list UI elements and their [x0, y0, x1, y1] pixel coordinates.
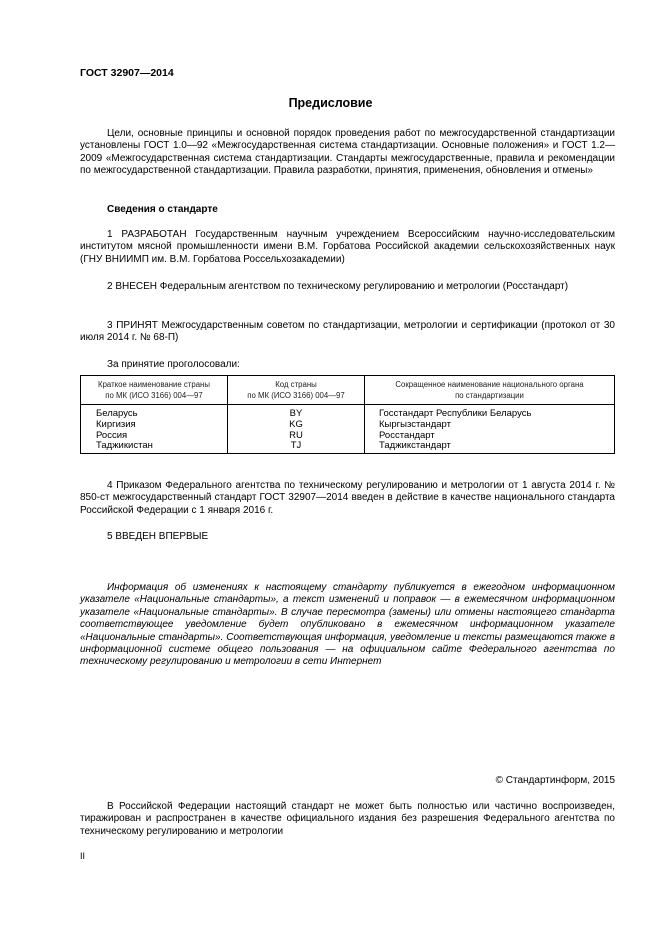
table-header-row [81, 376, 615, 405]
page-number: II [80, 851, 86, 861]
page-title: Предисловие [288, 96, 373, 110]
item-3-paragraph: 3 ПРИНЯТ Межгосударственным советом по стандартизации, метрологии и сертификации (протокол от 30 июля 2014 г. № 68-П) [80, 320, 615, 344]
national-body: Таджикстандарт [379, 440, 451, 452]
country-name: Киргизия [96, 418, 136, 430]
country-name: Беларусь [96, 408, 138, 419]
country-code: TJ [228, 441, 365, 453]
rights-paragraph: В Российской Федерации настоящий стандарт не может быть полностью или частично воспроизведен, тиражирован и распространен в качестве официального издания без разрешения Федерального агентства по техническому регулированию и метрологии [80, 801, 615, 837]
info-heading: Сведения о стандарте [107, 204, 218, 215]
header-country-name: Краткое наименование страны по МК (ИСО 3166) 004—97 [81, 376, 228, 405]
header-national-body: Сокращенное наименование национального органа по стандартизации [365, 376, 615, 405]
item-2-paragraph: 2 ВНЕСЕН Федеральным агентством по техническому регулированию и метрологии (Росстандарт) [107, 281, 569, 292]
notice-paragraph: Информация об изменениях к настоящему стандарту публикуется в ежегодном информационном указателе «Национальные стандарты», а текст изменений и поправок — в ежемесячном информационном указателе «Национальные стандарты». В случае пересмотра (замены) или отмены настоящего стандарта соответствующее уведомление будет опубликовано в ежемесячном информационном указателе «Национальные стандарты». Соответствующая информация, уведомление и тексты размещаются также в информационной системе общего пользования — на официальном сайте Федерального агентства по техническому регулированию и метрологии в сети Интернет [80, 582, 615, 668]
item-1-paragraph: 1 РАЗРАБОТАН Государственным научным учреждением Всероссийским научно-исследовательским институтом мясной промышленности имени В.М. Горбатова Российской академии сельскохозяйственных наук (ГНУ ВНИИМП им. В.М. Горбатова Россельхозакадемии) [80, 229, 615, 265]
national-body: Росстандарт [379, 429, 435, 441]
table-row [81, 405, 615, 420]
country-name: Россия [96, 429, 128, 441]
table-row [81, 431, 615, 442]
country-code: KG [228, 420, 365, 431]
vote-table [80, 375, 615, 454]
vote-caption: За принятие проголосовали: [107, 359, 240, 370]
copyright: © Стандартинформ, 2015 [495, 775, 615, 786]
country-name: Таджикистан [96, 440, 153, 452]
national-body: Госстандарт Республики Беларусь [379, 408, 532, 419]
header-country-code: Код страны по МК (ИСО 3166) 004—97 [228, 376, 365, 405]
national-body: Кыргызстандарт [379, 418, 451, 430]
document-header: ГОСТ 32907—2014 [80, 67, 174, 79]
country-code: BY [228, 405, 365, 420]
country-code: RU [228, 431, 365, 442]
table-row [81, 441, 615, 453]
intro-paragraph: Цели, основные принципы и основной порядок проведения работ по межгосударственной стандартизации установлены ГОСТ 1.0—92 «Межгосударственная система стандартизации. Основные положения» и ГОСТ 1.2—2009 «Межгосударственная система стандартизации. Стандарты межгосударственные, правила и рекомендации по межгосударственной стандартизации. Правила разработки, принятия, применения, обновления и отмены» [80, 128, 615, 177]
item-4-paragraph: 4 Приказом Федерального агентства по техническому регулированию и метрологии от 1 августа 2014 г. № 850-ст межгосударственный стандарт ГОСТ 32907—2014 введен в действие в качестве национального стандарта Российской Федерации с 1 января 2016 г. [80, 480, 615, 516]
item-5-paragraph: 5 ВВЕДЕН ВПЕРВЫЕ [107, 531, 209, 542]
table-row [81, 420, 615, 431]
